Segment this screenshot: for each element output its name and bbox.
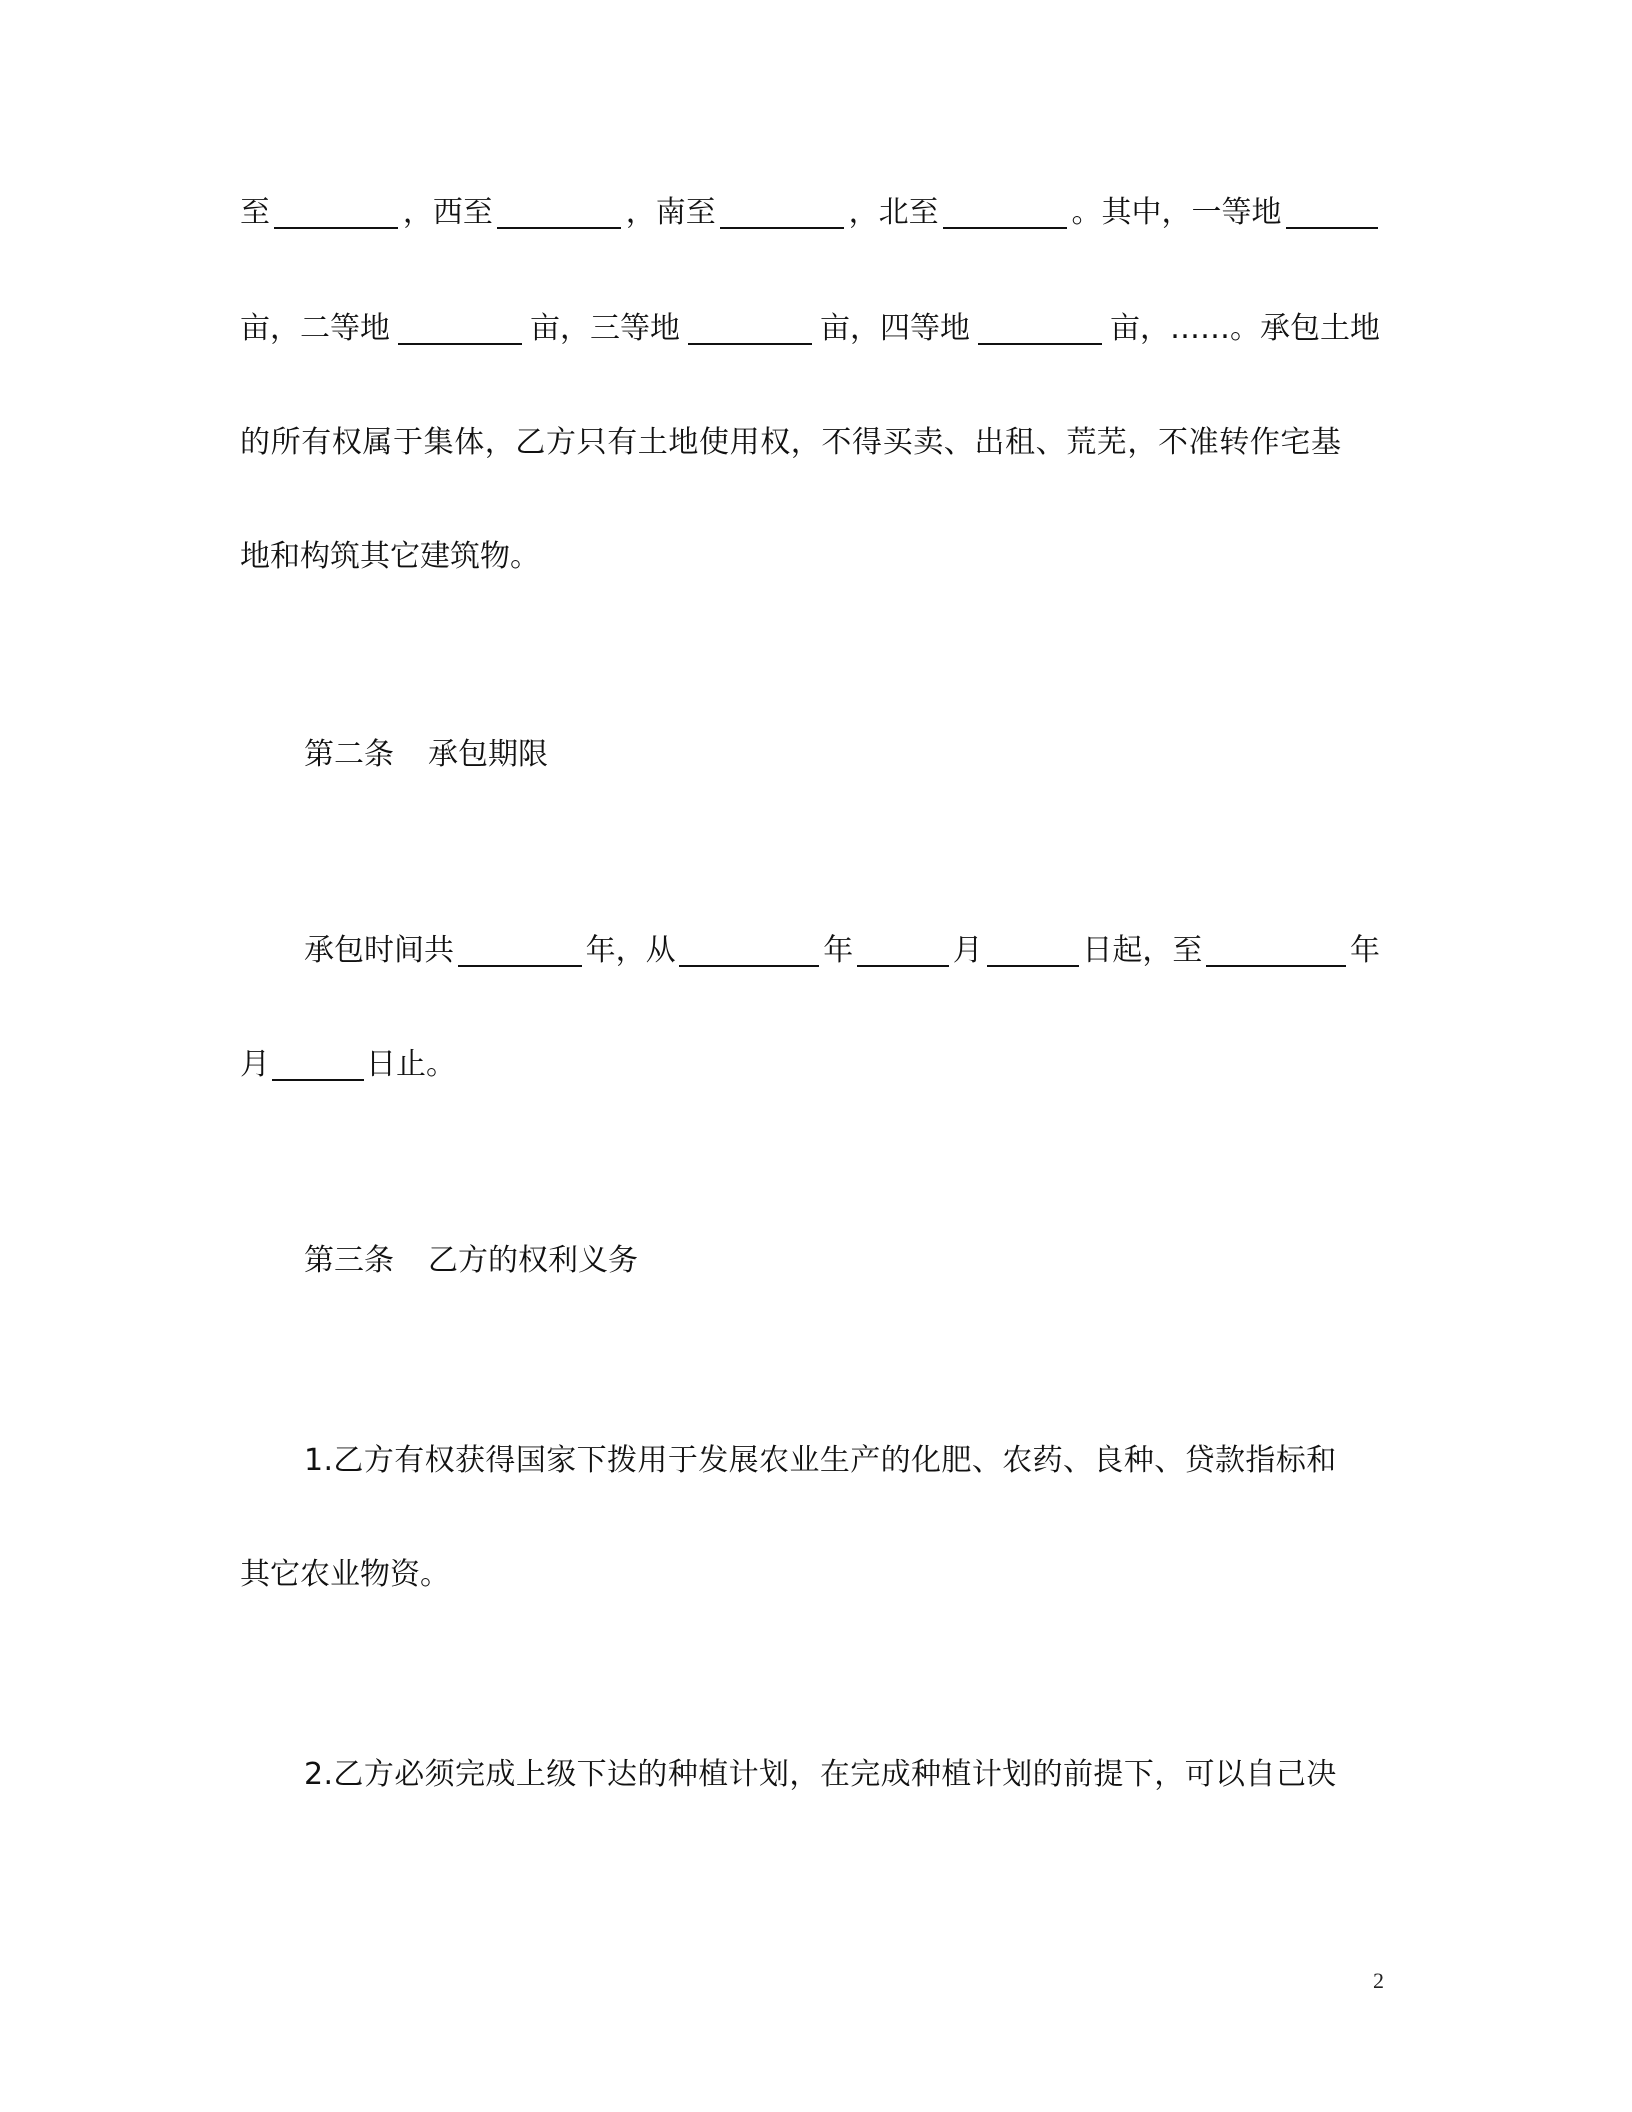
fill-in-blank[interactable]	[987, 935, 1079, 967]
fill-in-blank[interactable]	[1286, 197, 1378, 229]
paragraph-line	[240, 190, 1380, 236]
fill-in-blank[interactable]	[398, 313, 522, 345]
text-segment: 亩，四等地	[820, 311, 970, 346]
text-segment: 日止。	[366, 1047, 456, 1082]
fill-in-blank[interactable]	[978, 313, 1102, 345]
text-segment: 1.乙方有权获得国家下拨用于发展农业生产的化肥、农药、良种、贷款指标和	[304, 1443, 1337, 1478]
paragraph-line	[240, 306, 1380, 352]
fill-in-blank[interactable]	[857, 935, 949, 967]
section-title: 乙方的权利义务	[428, 1243, 638, 1278]
page-number: 2	[1373, 1968, 1384, 1993]
list-item-line	[304, 1752, 1380, 1798]
text-segment: 亩，二等地	[240, 311, 390, 346]
paragraph-line	[240, 1042, 1380, 1088]
text-segment: 月	[952, 933, 983, 968]
section-number: 第二条	[304, 737, 394, 772]
section-title: 承包期限	[428, 737, 548, 772]
text-segment: 亩，……。承包土地	[1110, 311, 1380, 346]
text-segment: 2.乙方必须完成上级下达的种植计划，在完成种植计划的前提下，可以自己决	[304, 1757, 1337, 1792]
text-segment: 年，从	[585, 933, 676, 968]
text-segment: ，西至	[402, 195, 493, 230]
text-segment: 承包时间共	[304, 933, 454, 968]
section-number: 第三条	[304, 1243, 394, 1278]
text-segment: ，北至	[848, 195, 939, 230]
paragraph-line	[304, 928, 1380, 974]
text-segment: 日起，至	[1082, 933, 1203, 968]
section-heading	[304, 1238, 1444, 1284]
fill-in-blank[interactable]	[1206, 935, 1346, 967]
fill-in-blank[interactable]	[274, 197, 398, 229]
text-segment: 。其中，一等地	[1071, 195, 1282, 230]
text-segment: 年	[823, 933, 854, 968]
text-segment: 其它农业物资。	[240, 1557, 450, 1592]
paragraph-line	[240, 534, 1380, 580]
fill-in-blank[interactable]	[679, 935, 819, 967]
text-segment: 年	[1349, 933, 1380, 968]
fill-in-blank[interactable]	[943, 197, 1067, 229]
text-segment: 的所有权属于集体，乙方只有土地使用权，不得买卖、出租、荒芜，不准转作宅基	[240, 425, 1342, 460]
paragraph-line	[240, 420, 1380, 466]
fill-in-blank[interactable]	[272, 1049, 364, 1081]
list-item-line	[240, 1552, 1380, 1598]
text-segment: ，南至	[625, 195, 716, 230]
fill-in-blank[interactable]	[458, 935, 582, 967]
text-segment: 月	[240, 1047, 270, 1082]
fill-in-blank[interactable]	[497, 197, 621, 229]
list-item-line	[304, 1438, 1380, 1484]
text-segment: 至	[240, 195, 270, 230]
fill-in-blank[interactable]	[688, 313, 812, 345]
text-segment: 地和构筑其它建筑物。	[240, 539, 540, 574]
text-segment: 亩，三等地	[530, 311, 680, 346]
fill-in-blank[interactable]	[720, 197, 844, 229]
section-heading	[304, 732, 1444, 778]
